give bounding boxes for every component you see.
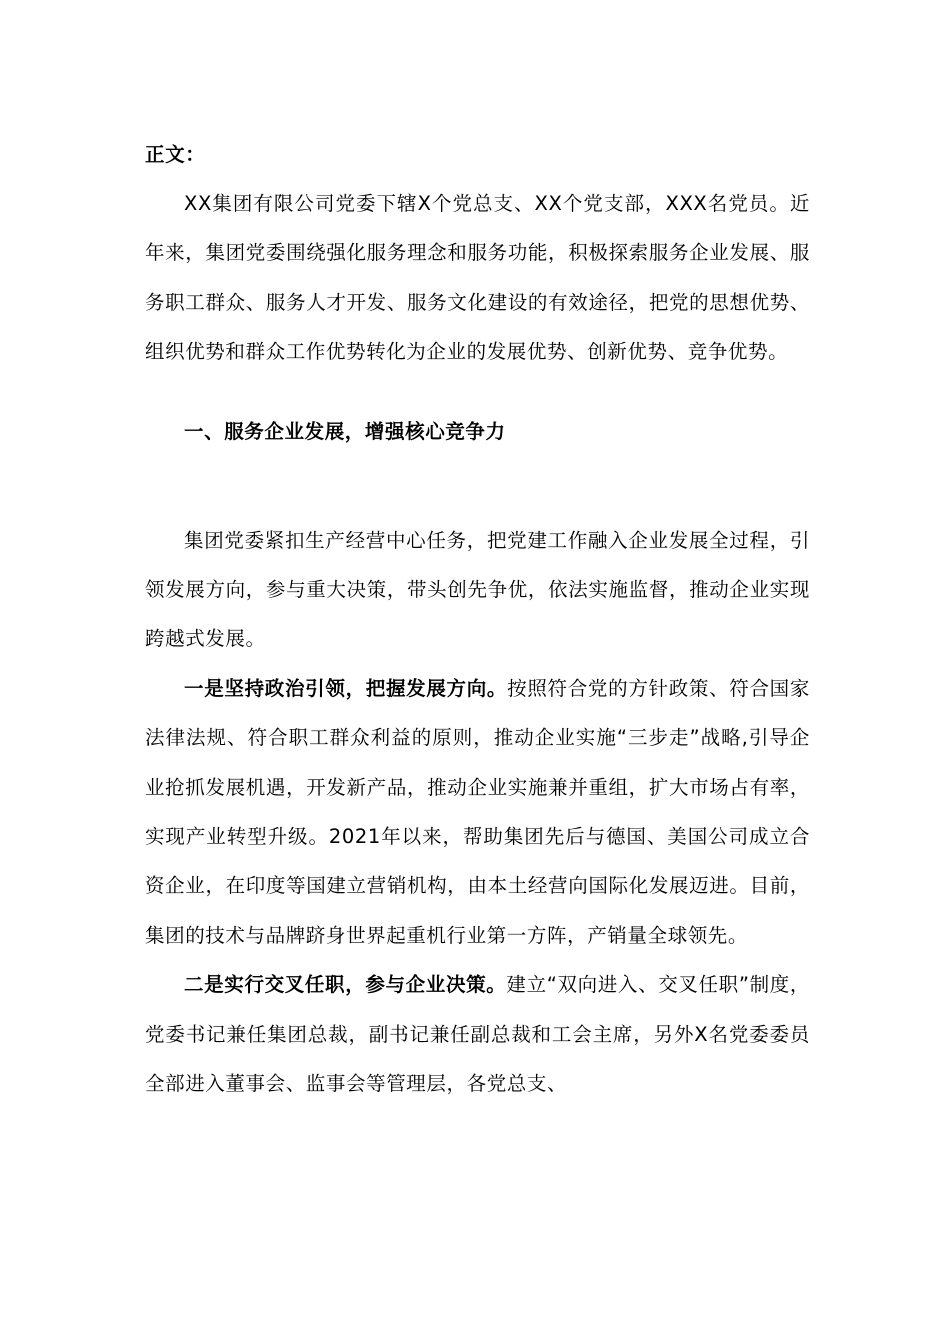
- item-one-paragraph: [145, 664, 810, 960]
- paragraph-spacer: [145, 456, 810, 516]
- intro-paragraph: XX集团有限公司党委下辖X个党总支、XX个党支部，XXX名党员。近年来，集团党委围绕强化服务理念和服务功能，积极探索服务企业发展、服务职工群众、服务人才开发、服务文化建设的有效途径，把党的思想优势、组织优势和群众工作优势转化为企业的发展优势、创新优势、竞争优势。: [145, 192, 810, 364]
- item-two-lead: 二是实行交叉任职，参与企业决策。: [184, 973, 507, 997]
- item-two-body: 建立“双向进入、交叉任职”制度，党委书记兼任集团总裁，副书记兼任副总裁和工会主席，另外X名党委委员全部进入董事会、监事会等管理层，各党总支、: [145, 973, 810, 1096]
- item-two-paragraph: [145, 960, 810, 1108]
- section-intro-paragraph: 集团党委紧扣生产经营中心任务，把党建工作融入企业发展全过程，引领发展方向，参与重大决策，带头创先争优，依法实施监督，推动企业实现跨越式发展。: [145, 528, 810, 651]
- body-label: 正文：: [145, 143, 206, 166]
- section-heading: 一、服务企业发展，增强核心竞争力: [184, 419, 506, 443]
- item-one-body: 按照符合党的方针政策、符合国家法律法规、符合职工群众利益的原则，推动企业实施“三步走”战略,引导企业抢抓发展机遇，开发新产品，推动企业实施兼并重组，扩大市场占有率，实现产业转型升级。2021年以来，帮助集团先后与德国、美国公司成立合资企业，在印度等国建立营销机构，由本土经营向国际化发展迈进。目前，集团的技术与品牌跻身世界起重机行业第一方阵，产销量全球领先。: [145, 676, 810, 947]
- document-body: [145, 130, 810, 1109]
- item-one-lead: 一是坚持政治引领，把握发展方向。: [184, 676, 508, 700]
